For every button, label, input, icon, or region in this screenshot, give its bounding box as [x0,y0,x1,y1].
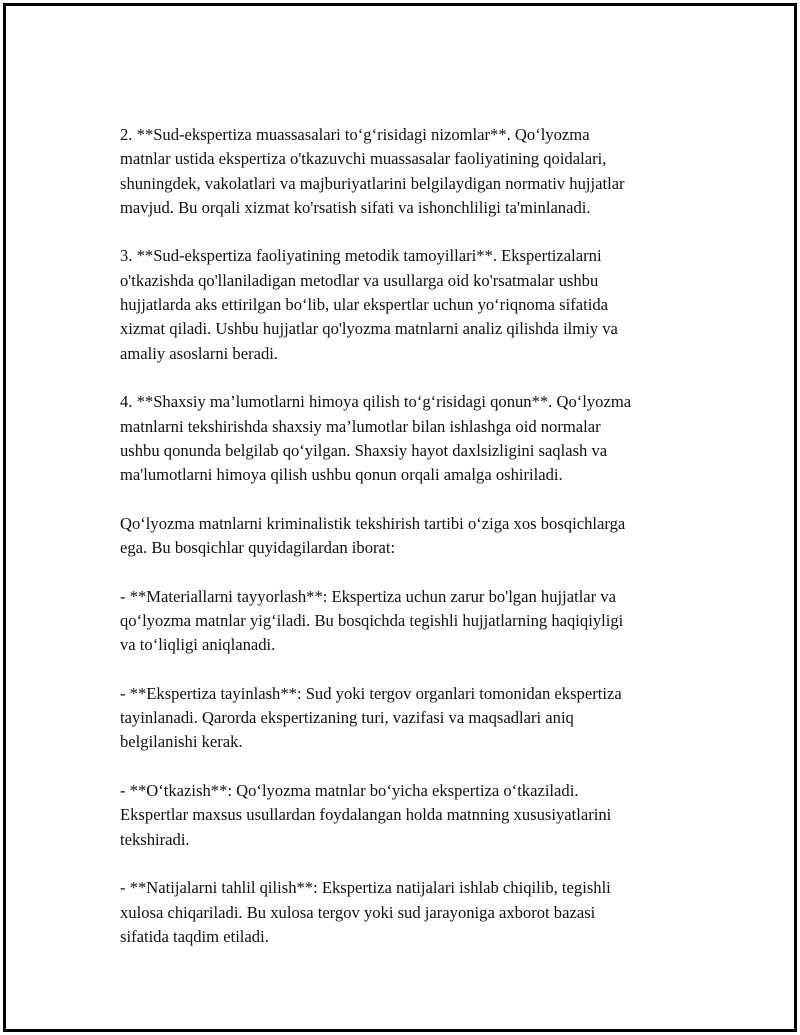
text-line: ega. Bu bosqichlar quyidagilardan iborat: [120,538,396,558]
list-item-otkazish [120,779,700,852]
text-line: ma'lumotlarni himoya qilish ushbu qonun orqali amalga oshiriladi. [120,465,563,485]
text-line: 2. **Sud-ekspertiza muassasalari to‘g‘risidagi nizomlar**. Qo‘lyozma [120,125,590,144]
text-line: xizmat qiladi. Ushbu hujjatlar qo'lyozma matnlarni analiz qilishda ilmiy va [120,319,618,339]
text-line: - **Natijalarni tahlil qilish**: Ekspertiza natijalari ishlab chiqilib, tegishli [120,878,611,898]
text-line: 4. **Shaxsiy ma’lumotlarni himoya qilish to‘g‘risidagi qonun**. Qo‘lyozma [120,392,632,412]
page-frame [3,3,797,1032]
paragraph-nizomlar [120,123,700,220]
text-line: shuningdek, vakolatlari va majburiyatlarini belgilaydigan normativ hujjatlar [120,173,625,193]
text-line: matnlarni tekshirishda shaxsiy ma’lumotlar bilan ishlashga oid normalar [120,416,601,436]
text-line: tayinlanadi. Qarorda ekspertizaning turi, vazifasi va maqsadlari aniq [120,708,574,728]
text-line: - **Materiallarni tayyorlash**: Ekspertiza uchun zarur bo'lgan hujjatlar va [120,586,617,606]
text-line: Qo‘lyozma matnlarni kriminalistik tekshirish tartibi o‘ziga xos bosqichlarga [120,513,626,533]
text-line: tekshiradi. [120,829,190,849]
text-line: va to‘liqligi aniqlanadi. [120,635,276,655]
text-line: hujjatlarda aks ettirilgan bo‘lib, ular ekspertlar uchun yo‘riqnoma sifatida [120,295,608,315]
text-line: - **Ekspertiza tayinlash**: Sud yoki tergov organlari tomonidan ekspertiza [120,683,622,703]
text-line: belgilanishi kerak. [120,732,243,752]
text-line: Ekspertlar maxsus usullardan foydalangan holda matnning xususiyatlarini [120,805,612,825]
paragraph-shaxsiy-malumotlar [120,390,700,487]
list-item-tayinlash [120,682,700,755]
text-line: - **O‘tkazish**: Qo‘lyozma matnlar bo‘yicha ekspertiza o‘tkaziladi. [120,781,579,801]
text-line: o'tkazishda qo'llaniladigan metodlar va usullarga oid ko'rsatmalar ushbu [120,270,599,290]
text-line: amaliy asoslarni beradi. [120,343,279,363]
text-line: qo‘lyozma matnlar yig‘iladi. Bu bosqichda tegishli hujjatlarning haqiqiyligi [120,610,624,630]
paragraph-metodik-tamoyillar [120,244,700,365]
text-line: 3. **Sud-ekspertiza faoliyatining metodik tamoyillari**. Ekspertizalarni [120,246,602,266]
text-line: sifatida taqdim etiladi. [120,926,269,946]
list-item-natijalar [120,876,700,949]
paragraph-tekshirish-tartibi [120,512,700,561]
document-body [120,123,700,949]
text-line: mavjud. Bu orqali xizmat ko'rsatish sifati va ishonchliligi ta'minlanadi. [120,197,591,217]
text-line: matnlar ustida ekspertiza o'tkazuvchi muassasalar faoliyatining qoidalari, [120,149,607,169]
list-item-materiallar [120,585,700,658]
text-line: xulosa chiqariladi. Bu xulosa tergov yoki sud jarayoniga axborot bazasi [120,902,596,922]
text-line: ushbu qonunda belgilab qo‘yilgan. Shaxsiy hayot daxlsizligini saqlash va [120,440,608,460]
